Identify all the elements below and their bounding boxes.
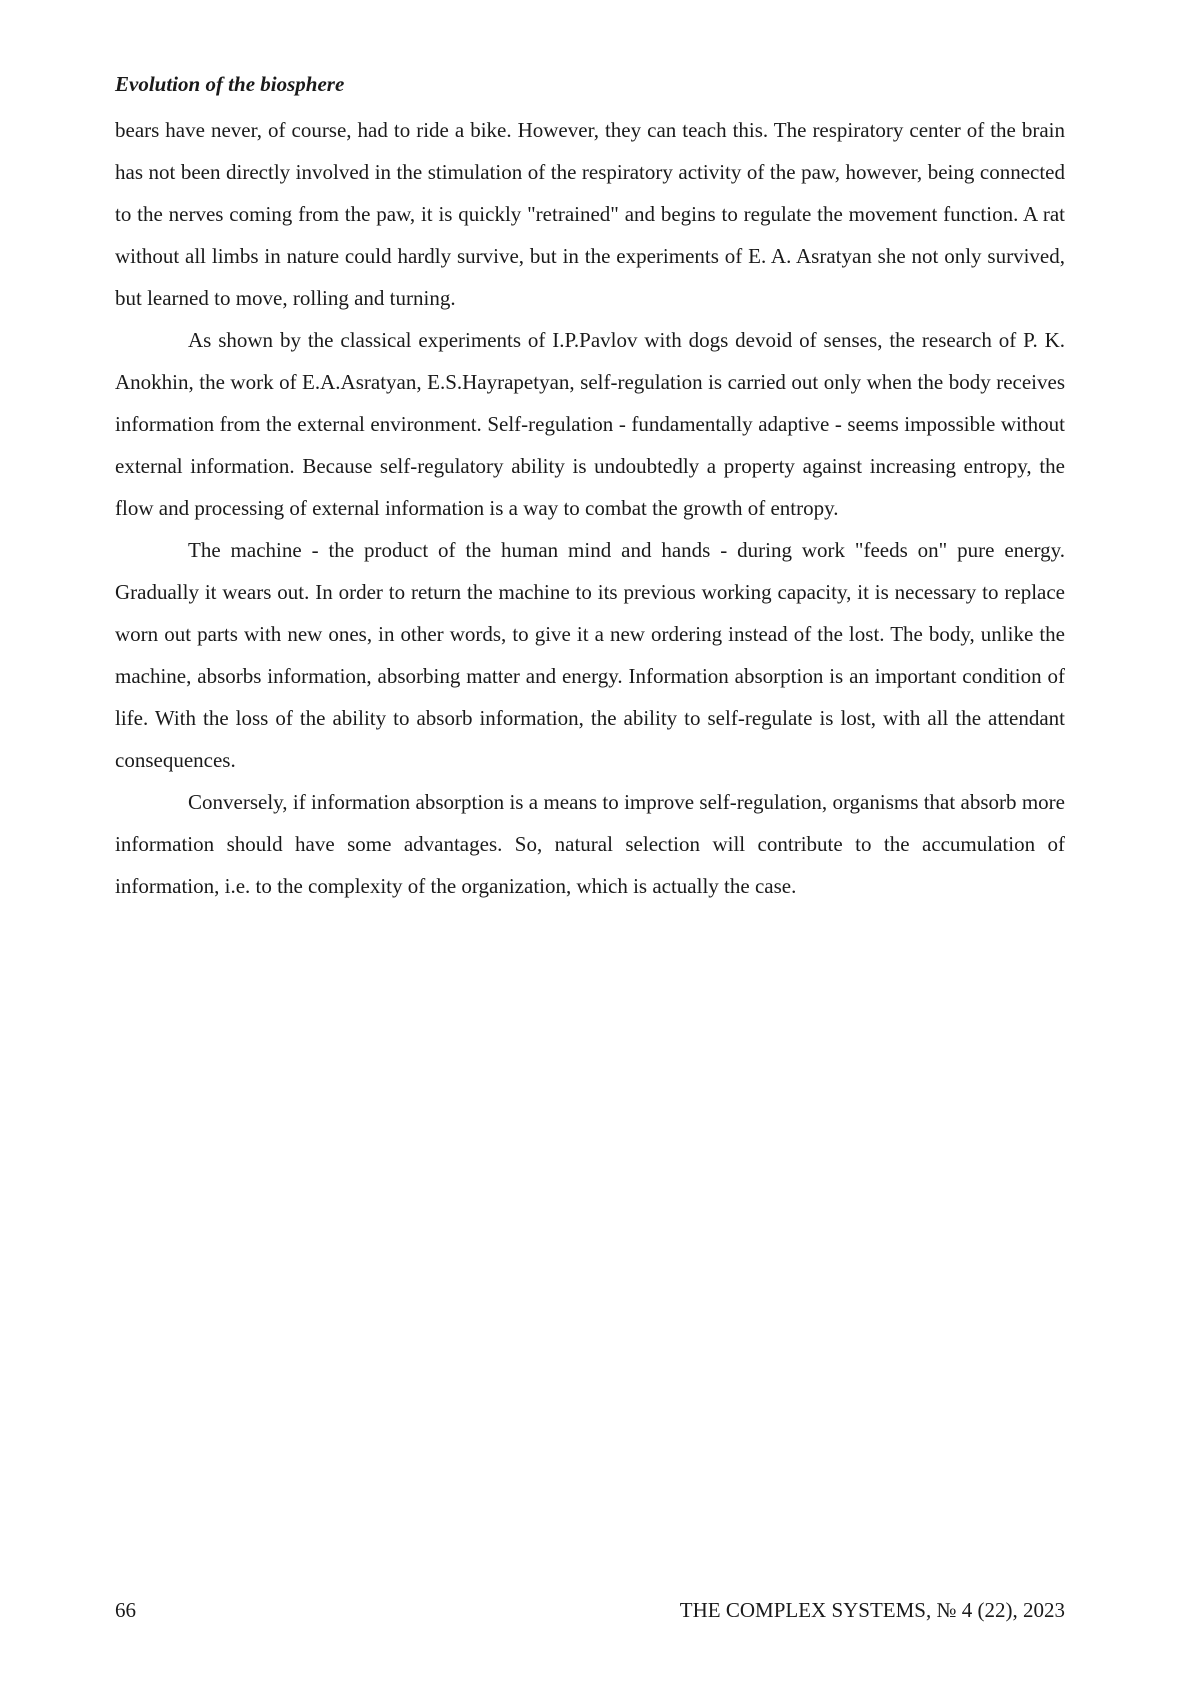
paragraph-continuation: bears have never, of course, had to ride a bike. However, they can teach this. The respiratory center of the brain has not been directly involved in the stimulation of the respiratory activity of the paw, however, being connected to the nerves coming from the paw, it is quickly "retrained" and begins to regulate the movement function. A rat without all limbs in nature could hardly survive, but in the experiments of E. A. Asratyan she not only survived, but learned to move, rolling and turning. — [115, 118, 1065, 310]
paragraph: As shown by the classical experiments of I.P.Pavlov with dogs devoid of senses, the research of P. K. Anokhin, the work of E.A.Asratyan, E.S.Hayrapetyan, self-regulation is carried out only when the body receives information from the external environment. Self-regulation - fundamentally adaptive - seems impossible without external information. Because self-regulatory ability is undoubtedly a property against increasing entropy, the flow and processing of external information is a way to combat the growth of entropy. — [115, 328, 1065, 520]
paragraph: The machine - the product of the human mind and hands - during work "feeds on" pure energy. Gradually it wears out. In order to return the machine to its previous working capacity, it is necessary to replace worn out parts with new ones, in other words, to give it a new ordering instead of the lost. The body, unlike the machine, absorbs information, absorbing matter and energy. Information absorption is an important condition of life. With the loss of the ability to absorb information, the ability to self-regulate is lost, with all the attendant consequences. — [115, 538, 1065, 772]
page-footer — [115, 1598, 1065, 1623]
paragraph: Conversely, if information absorption is a means to improve self-regulation, organisms that absorb more information should have some advantages. So, natural selection will contribute to the accumulation of information, i.e. to the complexity of the organization, which is actually the case. — [115, 790, 1065, 898]
page-number: 66 — [115, 1598, 136, 1622]
journal-citation: THE COMPLEX SYSTEMS, № 4 (22), 2023 — [679, 1598, 1065, 1622]
running-header: Evolution of the biosphere — [115, 72, 345, 96]
article-body — [115, 109, 1065, 907]
